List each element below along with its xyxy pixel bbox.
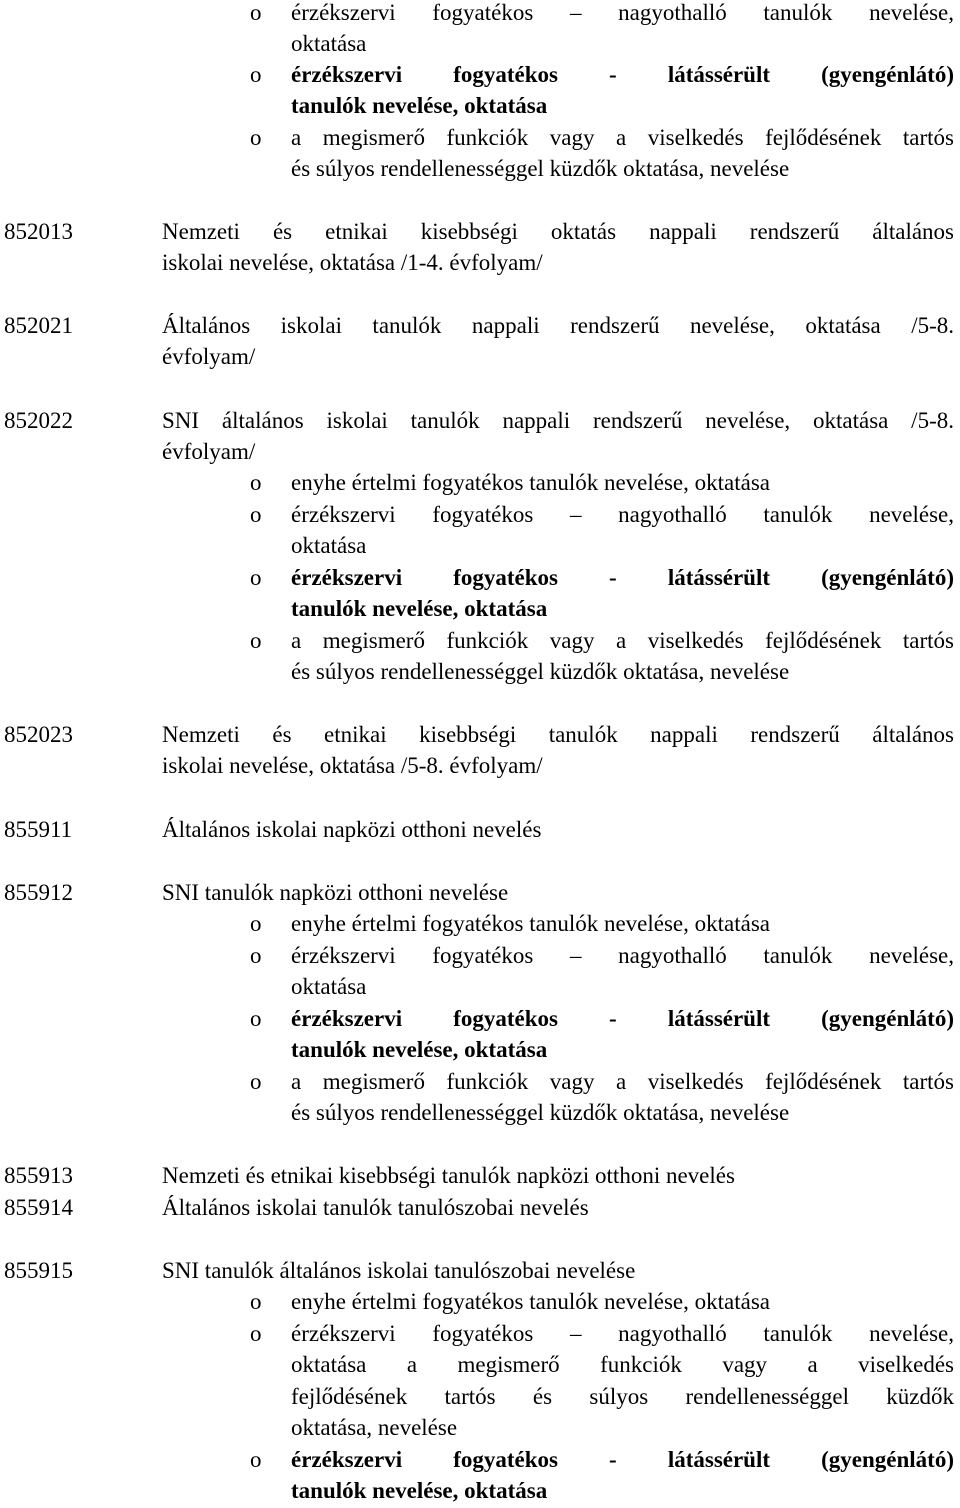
bullet-text-line: érzékszervi fogyatékos - látássérült (gyengénlátó) <box>291 1006 954 1031</box>
bullet-marker: o <box>250 1447 262 1472</box>
bullet-text-line: oktatása <box>291 974 367 999</box>
bullet-text-line: tanulók nevelése, oktatása <box>291 1037 548 1062</box>
entry-description-line: SNI tanulók napközi otthoni nevelése <box>162 880 509 905</box>
bullet-marker: o <box>250 62 262 87</box>
bullet-marker: o <box>250 0 262 25</box>
entry-code: 852022 <box>4 408 73 433</box>
entry-code: 855912 <box>4 880 73 905</box>
entry-code: 852021 <box>4 313 73 338</box>
bullet-marker: o <box>250 565 262 590</box>
bullet-text-line: tanulók nevelése, oktatása <box>291 93 548 118</box>
entry-description-line: Általános iskolai tanulók tanulószobai nevelés <box>162 1195 589 1220</box>
bullet-text-line: oktatása <box>291 31 367 56</box>
bullet-text-line: érzékszervi fogyatékos - látássérült (gyengénlátó) <box>291 62 954 87</box>
entry-description-line: évfolyam/ <box>162 344 256 369</box>
entry-code: 852023 <box>4 722 73 747</box>
entry-code: 855913 <box>4 1163 73 1188</box>
bullet-text-line: a megismerő funkciók vagy a viselkedés fejlődésének tartós <box>291 1069 954 1094</box>
bullet-text-line: tanulók nevelése, oktatása <box>291 596 548 621</box>
entry-code: 855911 <box>4 817 73 842</box>
bullet-marker: o <box>250 470 262 495</box>
bullet-text-line: tanulók nevelése, oktatása <box>291 1478 548 1503</box>
entry-description-line: iskolai nevelése, oktatása /1-4. évfolyam/ <box>162 250 543 275</box>
bullet-text-line: oktatása <box>291 533 367 558</box>
bullet-text-line: és súlyos rendellenességgel küzdők oktatása, nevelése <box>291 156 790 181</box>
bullet-marker: o <box>250 1289 262 1314</box>
bullet-text-line: érzékszervi fogyatékos - látássérült (gyengénlátó) <box>291 1447 954 1472</box>
bullet-text-line: érzékszervi fogyatékos – nagyothalló tanulók nevelése, <box>291 943 954 968</box>
bullet-text-line: és súlyos rendellenességgel küzdők oktatása, nevelése <box>291 659 790 684</box>
entry-code: 855915 <box>4 1258 73 1283</box>
bullet-text-line: érzékszervi fogyatékos – nagyothalló tanulók nevelése, <box>291 502 954 527</box>
entry-description-line: Nemzeti és etnikai kisebbségi tanulók nappali rendszerű általános <box>162 722 954 747</box>
bullet-text-line: érzékszervi fogyatékos – nagyothalló tanulók nevelése, <box>291 1321 954 1346</box>
bullet-text-line: fejlődésének tartós és súlyos rendellenességgel küzdők <box>291 1384 954 1409</box>
bullet-marker: o <box>250 628 262 653</box>
entry-description-line: évfolyam/ <box>162 439 256 464</box>
entry-description-line: Nemzeti és etnikai kisebbségi tanulók napközi otthoni nevelés <box>162 1163 735 1188</box>
entry-description-line: SNI általános iskolai tanulók nappali rendszerű nevelése, oktatása /5-8. <box>162 408 954 433</box>
bullet-marker: o <box>250 1069 262 1094</box>
bullet-text-line: a megismerő funkciók vagy a viselkedés fejlődésének tartós <box>291 628 954 653</box>
bullet-text-line: oktatása a megismerő funkciók vagy a viselkedés <box>291 1352 954 1377</box>
bullet-marker: o <box>250 1006 262 1031</box>
bullet-text-line: érzékszervi fogyatékos – nagyothalló tanulók nevelése, <box>291 0 954 25</box>
entry-description-line: Általános iskolai tanulók nappali rendszerű nevelése, oktatása /5-8. <box>162 313 954 338</box>
bullet-marker: o <box>250 943 262 968</box>
entry-description-line: SNI tanulók általános iskolai tanulószobai nevelése <box>162 1258 636 1283</box>
bullet-text-line: oktatása, nevelése <box>291 1415 458 1440</box>
bullet-marker: o <box>250 911 262 936</box>
bullet-marker: o <box>250 1321 262 1346</box>
bullet-text-line: és súlyos rendellenességgel küzdők oktatása, nevelése <box>291 1100 790 1125</box>
bullet-text-line: enyhe értelmi fogyatékos tanulók nevelése, oktatása <box>291 470 770 495</box>
entry-description-line: iskolai nevelése, oktatása /5-8. évfolyam/ <box>162 753 543 778</box>
bullet-text-line: enyhe értelmi fogyatékos tanulók nevelése, oktatása <box>291 1289 770 1314</box>
entry-description-line: Nemzeti és etnikai kisebbségi oktatás nappali rendszerű általános <box>162 219 954 244</box>
bullet-text-line: enyhe értelmi fogyatékos tanulók nevelése, oktatása <box>291 911 770 936</box>
entry-code: 852013 <box>4 219 73 244</box>
bullet-text-line: érzékszervi fogyatékos - látássérült (gyengénlátó) <box>291 565 954 590</box>
entry-description-line: Általános iskolai napközi otthoni nevelés <box>162 817 542 842</box>
bullet-marker: o <box>250 125 262 150</box>
entry-code: 855914 <box>4 1195 73 1220</box>
bullet-text-line: a megismerő funkciók vagy a viselkedés fejlődésének tartós <box>291 125 954 150</box>
bullet-marker: o <box>250 502 262 527</box>
